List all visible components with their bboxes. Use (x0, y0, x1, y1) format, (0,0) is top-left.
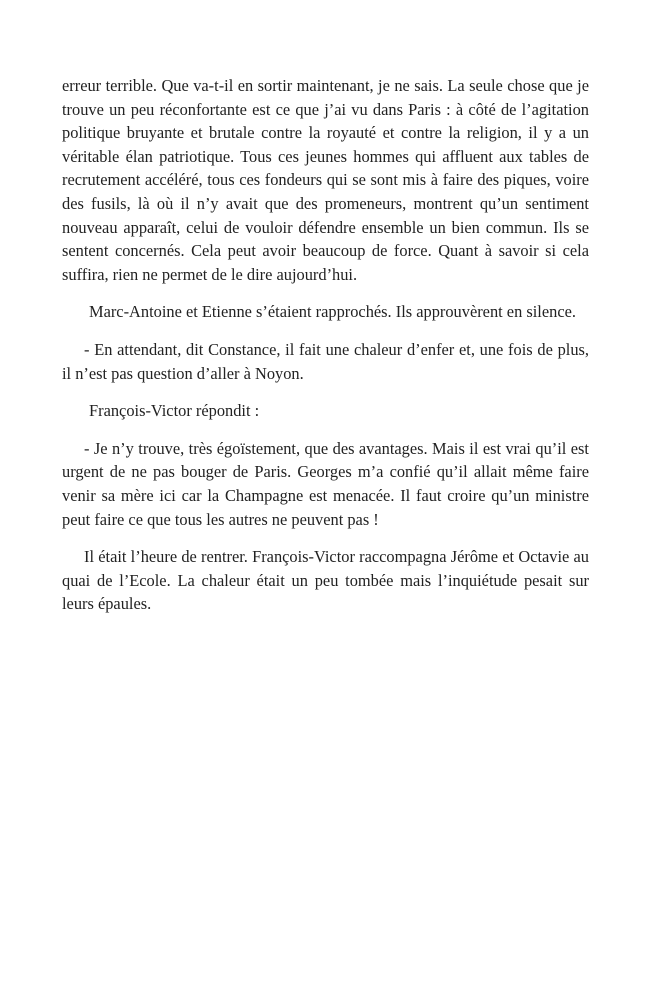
document-page (62, 74, 589, 630)
paragraph-dialogue-constance: - En attendant, dit Constance, il fait une chaleur d’enfer et, une fois de plus, il n’est pas question d’aller à Noyon. (62, 339, 589, 383)
paragraph-continuation: erreur terrible. Que va-t-il en sortir maintenant, je ne sais. La seule chose que je trouve un peu réconfortante est ce que j’ai vu dans Paris : à côté de l’agitation politique bruyante et brutale contre la royauté et contre la religion, il y a un véritable élan patriotique. Tous ces jeunes hommes qui affluent aux tables de recrutement accéléré, tous ces fondeurs qui se sont mis à faire des piques, voire des fusils, là où il n’y avait que des promeneurs, montrent qu’un sentiment nouveau apparaît, celui de vouloir défendre ensemble un bien commun. Ils se sentent concernés. Cela peut avoir beaucoup de force. Quant à savoir si cela suffira, rien ne permet de le dire aujourd’hui. (62, 76, 589, 284)
paragraph-dialogue-francois-victor: - Je n’y trouve, très égoïstement, que des avantages. Mais il est vrai qu’il est urgent de ne pas bouger de Paris. Georges m’a confié qu’il allait même faire venir sa mère ici car la Champagne est menacée. Il faut croire qu’un ministre peut faire ce que tous les autres ne peuvent pas ! (62, 438, 589, 529)
paragraph-narration-reply: François-Victor répondit : (89, 401, 260, 421)
paragraph-narration-departure: Il était l’heure de rentrer. François-Victor raccompagna Jérôme et Octavie au quai de l’Ecole. La chaleur était un peu tombée mais l’inquiétude pesait sur leurs épaules. (62, 547, 589, 614)
paragraph-narration-approval: Marc-Antoine et Etienne s’étaient rapprochés. Ils approuvèrent en silence. (89, 302, 576, 322)
